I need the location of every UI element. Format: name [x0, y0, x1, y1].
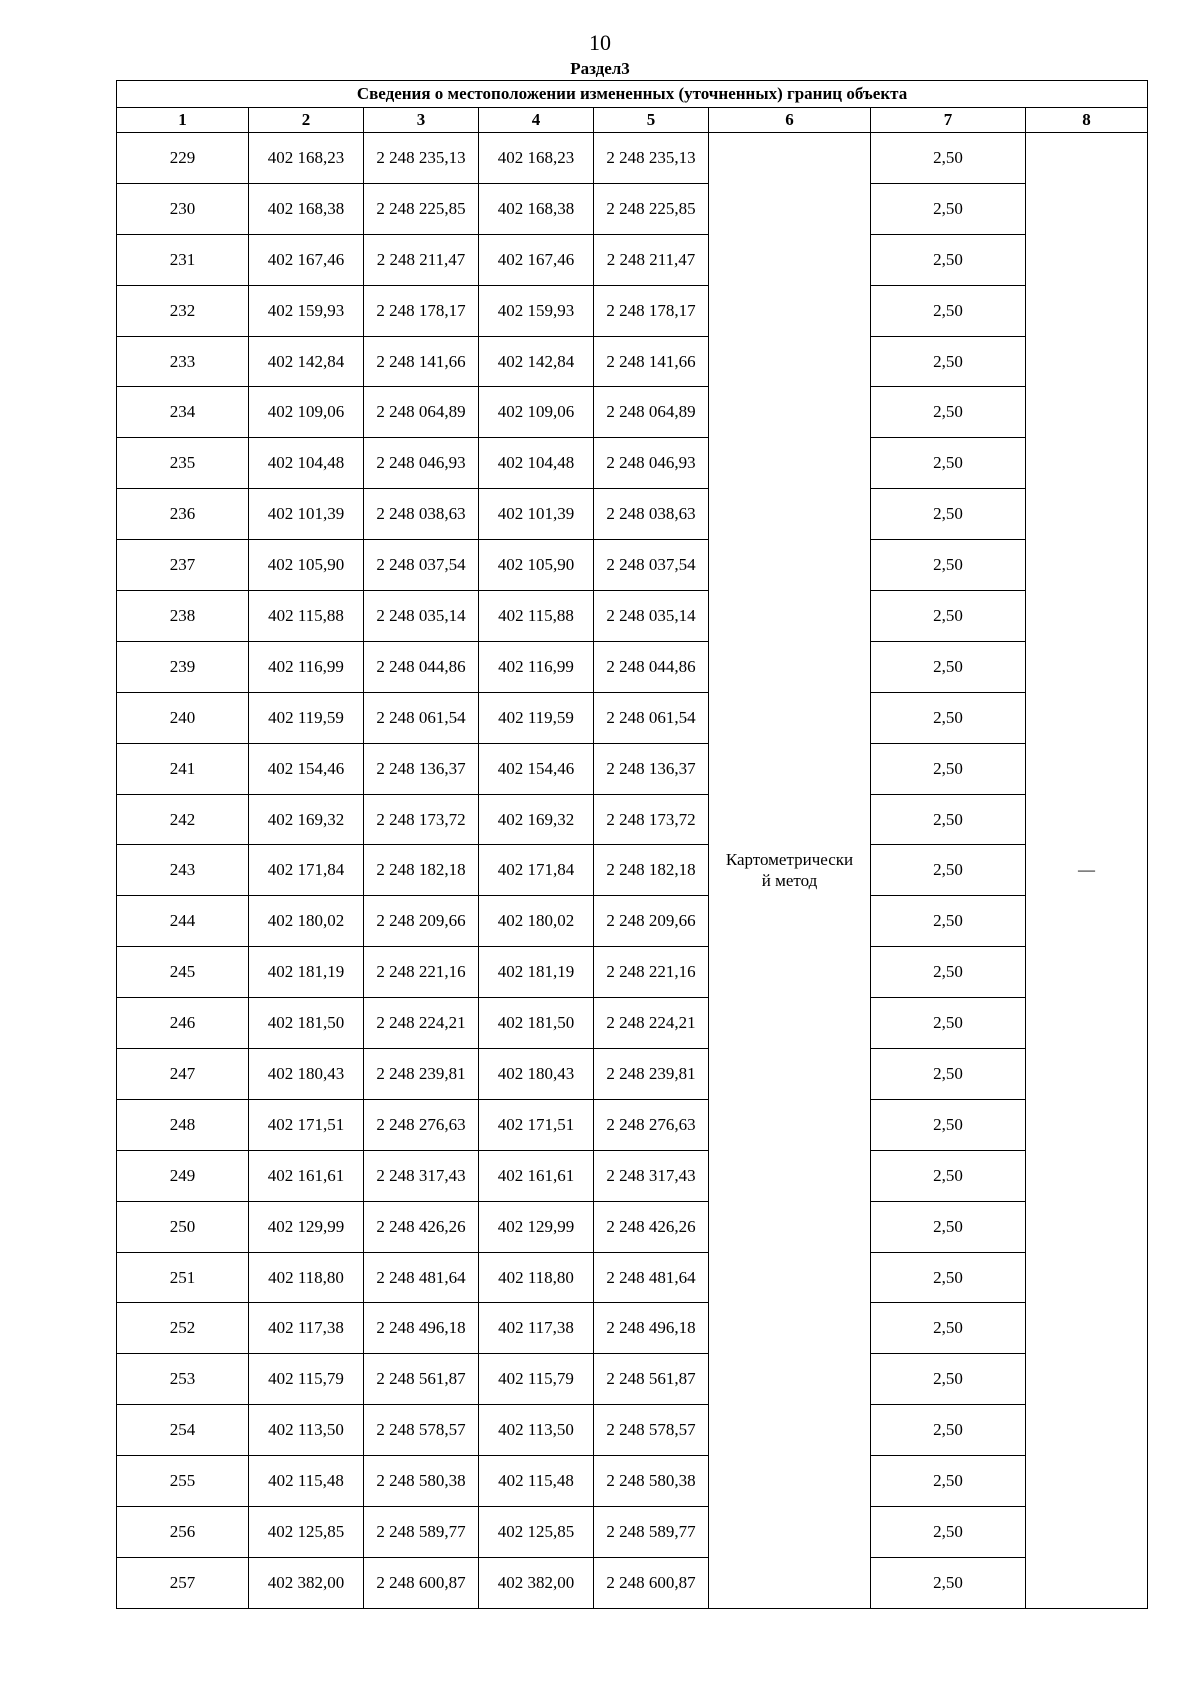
- point-number-cell: 238: [117, 591, 249, 642]
- table-row: [117, 1049, 1148, 1100]
- point-number-cell: 243: [117, 845, 249, 896]
- accuracy-cell: 2,50: [871, 1201, 1026, 1252]
- y-new-cell: 2 248 276,63: [594, 1099, 709, 1150]
- y-old-cell: 2 248 225,85: [364, 183, 479, 234]
- x-new-cell: 402 142,84: [479, 336, 594, 387]
- y-old-cell: 2 248 276,63: [364, 1099, 479, 1150]
- x-old-cell: 402 180,02: [249, 896, 364, 947]
- point-number-cell: 253: [117, 1354, 249, 1405]
- y-new-cell: 2 248 141,66: [594, 336, 709, 387]
- point-number-cell: 244: [117, 896, 249, 947]
- y-new-cell: 2 248 178,17: [594, 285, 709, 336]
- table-row: [117, 641, 1148, 692]
- y-old-cell: 2 248 141,66: [364, 336, 479, 387]
- x-new-cell: 402 161,61: [479, 1150, 594, 1201]
- x-new-cell: 402 115,88: [479, 591, 594, 642]
- y-new-cell: 2 248 046,93: [594, 438, 709, 489]
- coordinates-table: [116, 80, 1148, 1609]
- x-new-cell: 402 181,50: [479, 998, 594, 1049]
- x-new-cell: 402 171,84: [479, 845, 594, 896]
- column-number-2: 2: [249, 108, 364, 133]
- x-old-cell: 402 115,48: [249, 1456, 364, 1507]
- accuracy-cell: 2,50: [871, 947, 1026, 998]
- y-old-cell: 2 248 239,81: [364, 1049, 479, 1100]
- x-old-cell: 402 142,84: [249, 336, 364, 387]
- y-old-cell: 2 248 317,43: [364, 1150, 479, 1201]
- accuracy-cell: 2,50: [871, 1252, 1026, 1303]
- column-number-1: 1: [117, 108, 249, 133]
- point-number-cell: 242: [117, 794, 249, 845]
- table-row: [117, 692, 1148, 743]
- y-old-cell: 2 248 044,86: [364, 641, 479, 692]
- y-old-cell: 2 248 561,87: [364, 1354, 479, 1405]
- x-old-cell: 402 129,99: [249, 1201, 364, 1252]
- point-number-cell: 241: [117, 743, 249, 794]
- accuracy-cell: 2,50: [871, 1405, 1026, 1456]
- y-old-cell: 2 248 209,66: [364, 896, 479, 947]
- table-caption-row: [117, 81, 1148, 108]
- y-new-cell: 2 248 224,21: [594, 998, 709, 1049]
- x-new-cell: 402 104,48: [479, 438, 594, 489]
- accuracy-cell: 2,50: [871, 336, 1026, 387]
- accuracy-cell: 2,50: [871, 438, 1026, 489]
- table-row: [117, 1507, 1148, 1558]
- table-row: [117, 1456, 1148, 1507]
- y-old-cell: 2 248 578,57: [364, 1405, 479, 1456]
- y-new-cell: 2 248 209,66: [594, 896, 709, 947]
- accuracy-cell: 2,50: [871, 540, 1026, 591]
- x-new-cell: 402 181,19: [479, 947, 594, 998]
- accuracy-cell: 2,50: [871, 1150, 1026, 1201]
- y-old-cell: 2 248 481,64: [364, 1252, 479, 1303]
- column-8-cell: —: [1026, 133, 1148, 1609]
- y-old-cell: 2 248 580,38: [364, 1456, 479, 1507]
- y-new-cell: 2 248 037,54: [594, 540, 709, 591]
- x-new-cell: 402 180,43: [479, 1049, 594, 1100]
- x-old-cell: 402 118,80: [249, 1252, 364, 1303]
- column-number-3: 3: [364, 108, 479, 133]
- x-old-cell: 402 168,23: [249, 133, 364, 184]
- y-old-cell: 2 248 221,16: [364, 947, 479, 998]
- table-row: [117, 285, 1148, 336]
- y-new-cell: 2 248 211,47: [594, 234, 709, 285]
- point-number-cell: 233: [117, 336, 249, 387]
- y-new-cell: 2 248 235,13: [594, 133, 709, 184]
- y-new-cell: 2 248 580,38: [594, 1456, 709, 1507]
- point-number-cell: 252: [117, 1303, 249, 1354]
- accuracy-cell: 2,50: [871, 591, 1026, 642]
- y-old-cell: 2 248 178,17: [364, 285, 479, 336]
- y-old-cell: 2 248 038,63: [364, 489, 479, 540]
- x-new-cell: 402 129,99: [479, 1201, 594, 1252]
- point-number-cell: 239: [117, 641, 249, 692]
- y-new-cell: 2 248 589,77: [594, 1507, 709, 1558]
- x-new-cell: 402 119,59: [479, 692, 594, 743]
- accuracy-cell: 2,50: [871, 489, 1026, 540]
- table-row: [117, 489, 1148, 540]
- table-row: [117, 438, 1148, 489]
- accuracy-cell: 2,50: [871, 1099, 1026, 1150]
- accuracy-cell: 2,50: [871, 183, 1026, 234]
- x-old-cell: 402 116,99: [249, 641, 364, 692]
- y-old-cell: 2 248 235,13: [364, 133, 479, 184]
- page-number: 10: [589, 30, 611, 55]
- point-number-cell: 234: [117, 387, 249, 438]
- y-old-cell: 2 248 211,47: [364, 234, 479, 285]
- accuracy-cell: 2,50: [871, 641, 1026, 692]
- x-old-cell: 402 105,90: [249, 540, 364, 591]
- y-old-cell: 2 248 035,14: [364, 591, 479, 642]
- y-new-cell: 2 248 317,43: [594, 1150, 709, 1201]
- accuracy-cell: 2,50: [871, 1507, 1026, 1558]
- y-new-cell: 2 248 136,37: [594, 743, 709, 794]
- accuracy-cell: 2,50: [871, 234, 1026, 285]
- point-number-cell: 231: [117, 234, 249, 285]
- x-new-cell: 402 171,51: [479, 1099, 594, 1150]
- y-old-cell: 2 248 589,77: [364, 1507, 479, 1558]
- x-old-cell: 402 171,84: [249, 845, 364, 896]
- accuracy-cell: 2,50: [871, 1557, 1026, 1608]
- accuracy-cell: 2,50: [871, 1049, 1026, 1100]
- x-new-cell: 402 115,79: [479, 1354, 594, 1405]
- x-old-cell: 402 117,38: [249, 1303, 364, 1354]
- column-number-6: 6: [709, 108, 871, 133]
- table-row: [117, 1354, 1148, 1405]
- x-old-cell: 402 181,19: [249, 947, 364, 998]
- y-new-cell: 2 248 221,16: [594, 947, 709, 998]
- column-number-4: 4: [479, 108, 594, 133]
- y-new-cell: 2 248 578,57: [594, 1405, 709, 1456]
- y-new-cell: 2 248 481,64: [594, 1252, 709, 1303]
- x-new-cell: 402 169,32: [479, 794, 594, 845]
- accuracy-cell: 2,50: [871, 845, 1026, 896]
- accuracy-cell: 2,50: [871, 387, 1026, 438]
- accuracy-cell: 2,50: [871, 998, 1026, 1049]
- point-number-cell: 240: [117, 692, 249, 743]
- point-number-cell: 245: [117, 947, 249, 998]
- point-number-cell: 256: [117, 1507, 249, 1558]
- y-old-cell: 2 248 061,54: [364, 692, 479, 743]
- x-new-cell: 402 117,38: [479, 1303, 594, 1354]
- table-row: [117, 1150, 1148, 1201]
- x-old-cell: 402 169,32: [249, 794, 364, 845]
- x-old-cell: 402 159,93: [249, 285, 364, 336]
- accuracy-cell: 2,50: [871, 794, 1026, 845]
- point-number-cell: 235: [117, 438, 249, 489]
- point-number-cell: 229: [117, 133, 249, 184]
- x-new-cell: 402 180,02: [479, 896, 594, 947]
- x-old-cell: 402 154,46: [249, 743, 364, 794]
- table-row: [117, 1099, 1148, 1150]
- y-new-cell: 2 248 239,81: [594, 1049, 709, 1100]
- y-old-cell: 2 248 064,89: [364, 387, 479, 438]
- table-row: [117, 1405, 1148, 1456]
- x-old-cell: 402 113,50: [249, 1405, 364, 1456]
- table-row: [117, 183, 1148, 234]
- y-new-cell: 2 248 600,87: [594, 1557, 709, 1608]
- accuracy-cell: 2,50: [871, 743, 1026, 794]
- x-old-cell: 402 115,79: [249, 1354, 364, 1405]
- column-number-5: 5: [594, 108, 709, 133]
- y-old-cell: 2 248 173,72: [364, 794, 479, 845]
- x-old-cell: 402 181,50: [249, 998, 364, 1049]
- x-old-cell: 402 119,59: [249, 692, 364, 743]
- table-row: [117, 133, 1148, 184]
- x-new-cell: 402 118,80: [479, 1252, 594, 1303]
- accuracy-cell: 2,50: [871, 1303, 1026, 1354]
- table-row: [117, 998, 1148, 1049]
- table-row: [117, 743, 1148, 794]
- x-old-cell: 402 168,38: [249, 183, 364, 234]
- y-new-cell: 2 248 038,63: [594, 489, 709, 540]
- x-old-cell: 402 109,06: [249, 387, 364, 438]
- y-old-cell: 2 248 037,54: [364, 540, 479, 591]
- y-old-cell: 2 248 224,21: [364, 998, 479, 1049]
- x-new-cell: 402 168,23: [479, 133, 594, 184]
- x-old-cell: 402 167,46: [249, 234, 364, 285]
- table-body: [117, 133, 1148, 1609]
- x-new-cell: 402 382,00: [479, 1557, 594, 1608]
- y-new-cell: 2 248 182,18: [594, 845, 709, 896]
- x-new-cell: 402 115,48: [479, 1456, 594, 1507]
- x-old-cell: 402 125,85: [249, 1507, 364, 1558]
- point-number-cell: 232: [117, 285, 249, 336]
- y-old-cell: 2 248 046,93: [364, 438, 479, 489]
- y-old-cell: 2 248 426,26: [364, 1201, 479, 1252]
- x-new-cell: 402 116,99: [479, 641, 594, 692]
- table-row: [117, 1201, 1148, 1252]
- y-new-cell: 2 248 496,18: [594, 1303, 709, 1354]
- table-caption: Сведения о местоположении измененных (уточненных) границ объекта: [117, 81, 1148, 108]
- point-number-cell: 237: [117, 540, 249, 591]
- x-new-cell: 402 101,39: [479, 489, 594, 540]
- x-old-cell: 402 171,51: [249, 1099, 364, 1150]
- x-new-cell: 402 167,46: [479, 234, 594, 285]
- point-number-cell: 247: [117, 1049, 249, 1100]
- accuracy-cell: 2,50: [871, 1456, 1026, 1507]
- x-old-cell: 402 180,43: [249, 1049, 364, 1100]
- x-new-cell: 402 109,06: [479, 387, 594, 438]
- x-new-cell: 402 105,90: [479, 540, 594, 591]
- x-old-cell: 402 115,88: [249, 591, 364, 642]
- x-old-cell: 402 104,48: [249, 438, 364, 489]
- column-number-row: [117, 108, 1148, 133]
- x-new-cell: 402 125,85: [479, 1507, 594, 1558]
- point-number-cell: 254: [117, 1405, 249, 1456]
- y-new-cell: 2 248 035,14: [594, 591, 709, 642]
- table-row: [117, 794, 1148, 845]
- x-old-cell: 402 382,00: [249, 1557, 364, 1608]
- y-old-cell: 2 248 600,87: [364, 1557, 479, 1608]
- y-new-cell: 2 248 064,89: [594, 387, 709, 438]
- method-cell: [709, 133, 871, 1609]
- table-row: [117, 1303, 1148, 1354]
- accuracy-cell: 2,50: [871, 692, 1026, 743]
- x-old-cell: 402 161,61: [249, 1150, 364, 1201]
- table-row: [117, 336, 1148, 387]
- accuracy-cell: 2,50: [871, 896, 1026, 947]
- y-old-cell: 2 248 136,37: [364, 743, 479, 794]
- point-number-cell: 255: [117, 1456, 249, 1507]
- accuracy-cell: 2,50: [871, 1354, 1026, 1405]
- accuracy-cell: 2,50: [871, 133, 1026, 184]
- point-number-cell: 248: [117, 1099, 249, 1150]
- table-row: [117, 947, 1148, 998]
- point-number-cell: 246: [117, 998, 249, 1049]
- table-row: [117, 1252, 1148, 1303]
- table-row: [117, 540, 1148, 591]
- table-row: [117, 896, 1148, 947]
- table-row: [117, 591, 1148, 642]
- y-new-cell: 2 248 225,85: [594, 183, 709, 234]
- section-label: Раздел3: [570, 59, 630, 78]
- method-text-line-2: й метод: [761, 871, 818, 891]
- x-old-cell: 402 101,39: [249, 489, 364, 540]
- point-number-cell: 257: [117, 1557, 249, 1608]
- column-number-7: 7: [871, 108, 1026, 133]
- column-number-8: 8: [1026, 108, 1148, 133]
- x-new-cell: 402 113,50: [479, 1405, 594, 1456]
- point-number-cell: 230: [117, 183, 249, 234]
- x-new-cell: 402 159,93: [479, 285, 594, 336]
- point-number-cell: 251: [117, 1252, 249, 1303]
- point-number-cell: 250: [117, 1201, 249, 1252]
- table-row: [117, 387, 1148, 438]
- table-row: [117, 845, 1148, 896]
- method-text-line-1: Картометрически: [725, 850, 854, 870]
- point-number-cell: 249: [117, 1150, 249, 1201]
- x-new-cell: 402 154,46: [479, 743, 594, 794]
- y-new-cell: 2 248 061,54: [594, 692, 709, 743]
- table-row: [117, 234, 1148, 285]
- x-new-cell: 402 168,38: [479, 183, 594, 234]
- table-row: [117, 1557, 1148, 1608]
- y-new-cell: 2 248 044,86: [594, 641, 709, 692]
- y-new-cell: 2 248 173,72: [594, 794, 709, 845]
- accuracy-cell: 2,50: [871, 285, 1026, 336]
- y-new-cell: 2 248 561,87: [594, 1354, 709, 1405]
- y-old-cell: 2 248 182,18: [364, 845, 479, 896]
- y-old-cell: 2 248 496,18: [364, 1303, 479, 1354]
- point-number-cell: 236: [117, 489, 249, 540]
- y-new-cell: 2 248 426,26: [594, 1201, 709, 1252]
